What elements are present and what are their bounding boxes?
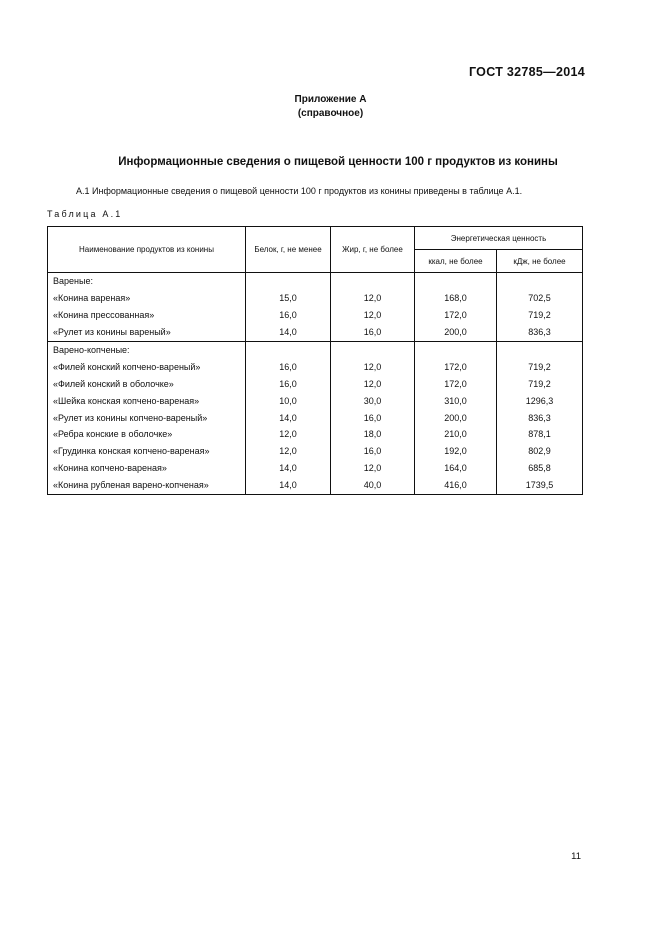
kcal-value: 164,0	[415, 460, 497, 477]
empty-cell	[497, 341, 583, 358]
header-protein: Белок, г, не менее	[246, 227, 331, 273]
kj-value: 1296,3	[497, 392, 583, 409]
kj-value: 719,2	[497, 375, 583, 392]
kcal-value: 416,0	[415, 477, 497, 494]
fat-value: 12,0	[331, 358, 415, 375]
table-row	[48, 409, 583, 426]
appendix-title: Приложение А	[294, 94, 367, 105]
header-kj: кДж, не более	[497, 250, 583, 273]
product-name: «Шейка конская копчено-вареная»	[48, 392, 246, 409]
kj-value: 878,1	[497, 426, 583, 443]
fat-value: 40,0	[331, 477, 415, 494]
product-name: «Конина рубленая варено-копченая»	[48, 477, 246, 494]
page-number: 11	[571, 851, 581, 862]
empty-cell	[246, 341, 331, 358]
fat-value: 12,0	[331, 307, 415, 324]
table-row	[48, 375, 583, 392]
empty-cell	[415, 273, 497, 290]
group-title: Варено-копченые:	[48, 341, 246, 358]
kj-value: 702,5	[497, 290, 583, 307]
protein-value: 16,0	[246, 375, 331, 392]
protein-value: 12,0	[246, 443, 331, 460]
table-body	[48, 273, 583, 495]
protein-value: 14,0	[246, 409, 331, 426]
table-row	[48, 392, 583, 409]
kcal-value: 310,0	[415, 392, 497, 409]
protein-value: 10,0	[246, 392, 331, 409]
protein-value: 16,0	[246, 307, 331, 324]
fat-value: 16,0	[331, 324, 415, 341]
group-title-row	[48, 341, 583, 358]
product-name: «Конина вареная»	[48, 290, 246, 307]
kj-value: 836,3	[497, 324, 583, 341]
table-row	[48, 460, 583, 477]
fat-value: 12,0	[331, 290, 415, 307]
protein-value: 16,0	[246, 358, 331, 375]
kcal-value: 200,0	[415, 324, 497, 341]
product-name: «Рулет из конины копчено-вареный»	[48, 409, 246, 426]
header-kcal: ккал, не более	[415, 250, 497, 273]
protein-value: 12,0	[246, 426, 331, 443]
fat-value: 16,0	[331, 409, 415, 426]
table-row	[48, 443, 583, 460]
empty-cell	[331, 341, 415, 358]
table-row	[48, 307, 583, 324]
product-name: «Конина копчено-вареная»	[48, 460, 246, 477]
table-row	[48, 324, 583, 341]
protein-value: 14,0	[246, 460, 331, 477]
kcal-value: 200,0	[415, 409, 497, 426]
group-title: Вареные:	[48, 273, 246, 290]
standard-number: ГОСТ 32785—2014	[468, 65, 585, 79]
header-energy: Энергетическая ценность	[415, 227, 583, 250]
intro-paragraph: А.1 Информационные сведения о пищевой ценности 100 г продуктов из конины приведены в таблице А.1.	[76, 186, 523, 196]
fat-value: 30,0	[331, 392, 415, 409]
table-row	[48, 477, 583, 494]
product-name: «Филей конский в оболочке»	[48, 375, 246, 392]
section-heading: Информационные сведения о пищевой ценности 100 г продуктов из конины	[118, 156, 558, 168]
empty-cell	[415, 341, 497, 358]
protein-value: 15,0	[246, 290, 331, 307]
header-name: Наименование продуктов из конины	[48, 227, 246, 273]
fat-value: 16,0	[331, 443, 415, 460]
table-label: Таблица А.1	[47, 209, 123, 219]
kcal-value: 210,0	[415, 426, 497, 443]
table-row	[48, 426, 583, 443]
product-name: «Рулет из конины вареный»	[48, 324, 246, 341]
protein-value: 14,0	[246, 477, 331, 494]
kj-value: 719,2	[497, 307, 583, 324]
appendix-block	[0, 93, 661, 121]
table-row	[48, 290, 583, 307]
table-row	[48, 358, 583, 375]
kcal-value: 172,0	[415, 307, 497, 324]
kcal-value: 168,0	[415, 290, 497, 307]
product-name: «Ребра конские в оболочке»	[48, 426, 246, 443]
kj-value: 836,3	[497, 409, 583, 426]
kcal-value: 172,0	[415, 358, 497, 375]
appendix-note: (справочное)	[297, 108, 364, 119]
fat-value: 12,0	[331, 375, 415, 392]
kj-value: 685,8	[497, 460, 583, 477]
empty-cell	[246, 273, 331, 290]
kj-value: 802,9	[497, 443, 583, 460]
fat-value: 18,0	[331, 426, 415, 443]
fat-value: 12,0	[331, 460, 415, 477]
protein-value: 14,0	[246, 324, 331, 341]
product-name: «Конина прессованная»	[48, 307, 246, 324]
kj-value: 719,2	[497, 358, 583, 375]
empty-cell	[331, 273, 415, 290]
kj-value: 1739,5	[497, 477, 583, 494]
header-fat: Жир, г, не более	[331, 227, 415, 273]
empty-cell	[497, 273, 583, 290]
group-title-row	[48, 273, 583, 290]
product-name: «Филей конский копчено-вареный»	[48, 358, 246, 375]
nutrition-table	[47, 226, 583, 495]
kcal-value: 172,0	[415, 375, 497, 392]
kcal-value: 192,0	[415, 443, 497, 460]
product-name: «Грудинка конская копчено-вареная»	[48, 443, 246, 460]
